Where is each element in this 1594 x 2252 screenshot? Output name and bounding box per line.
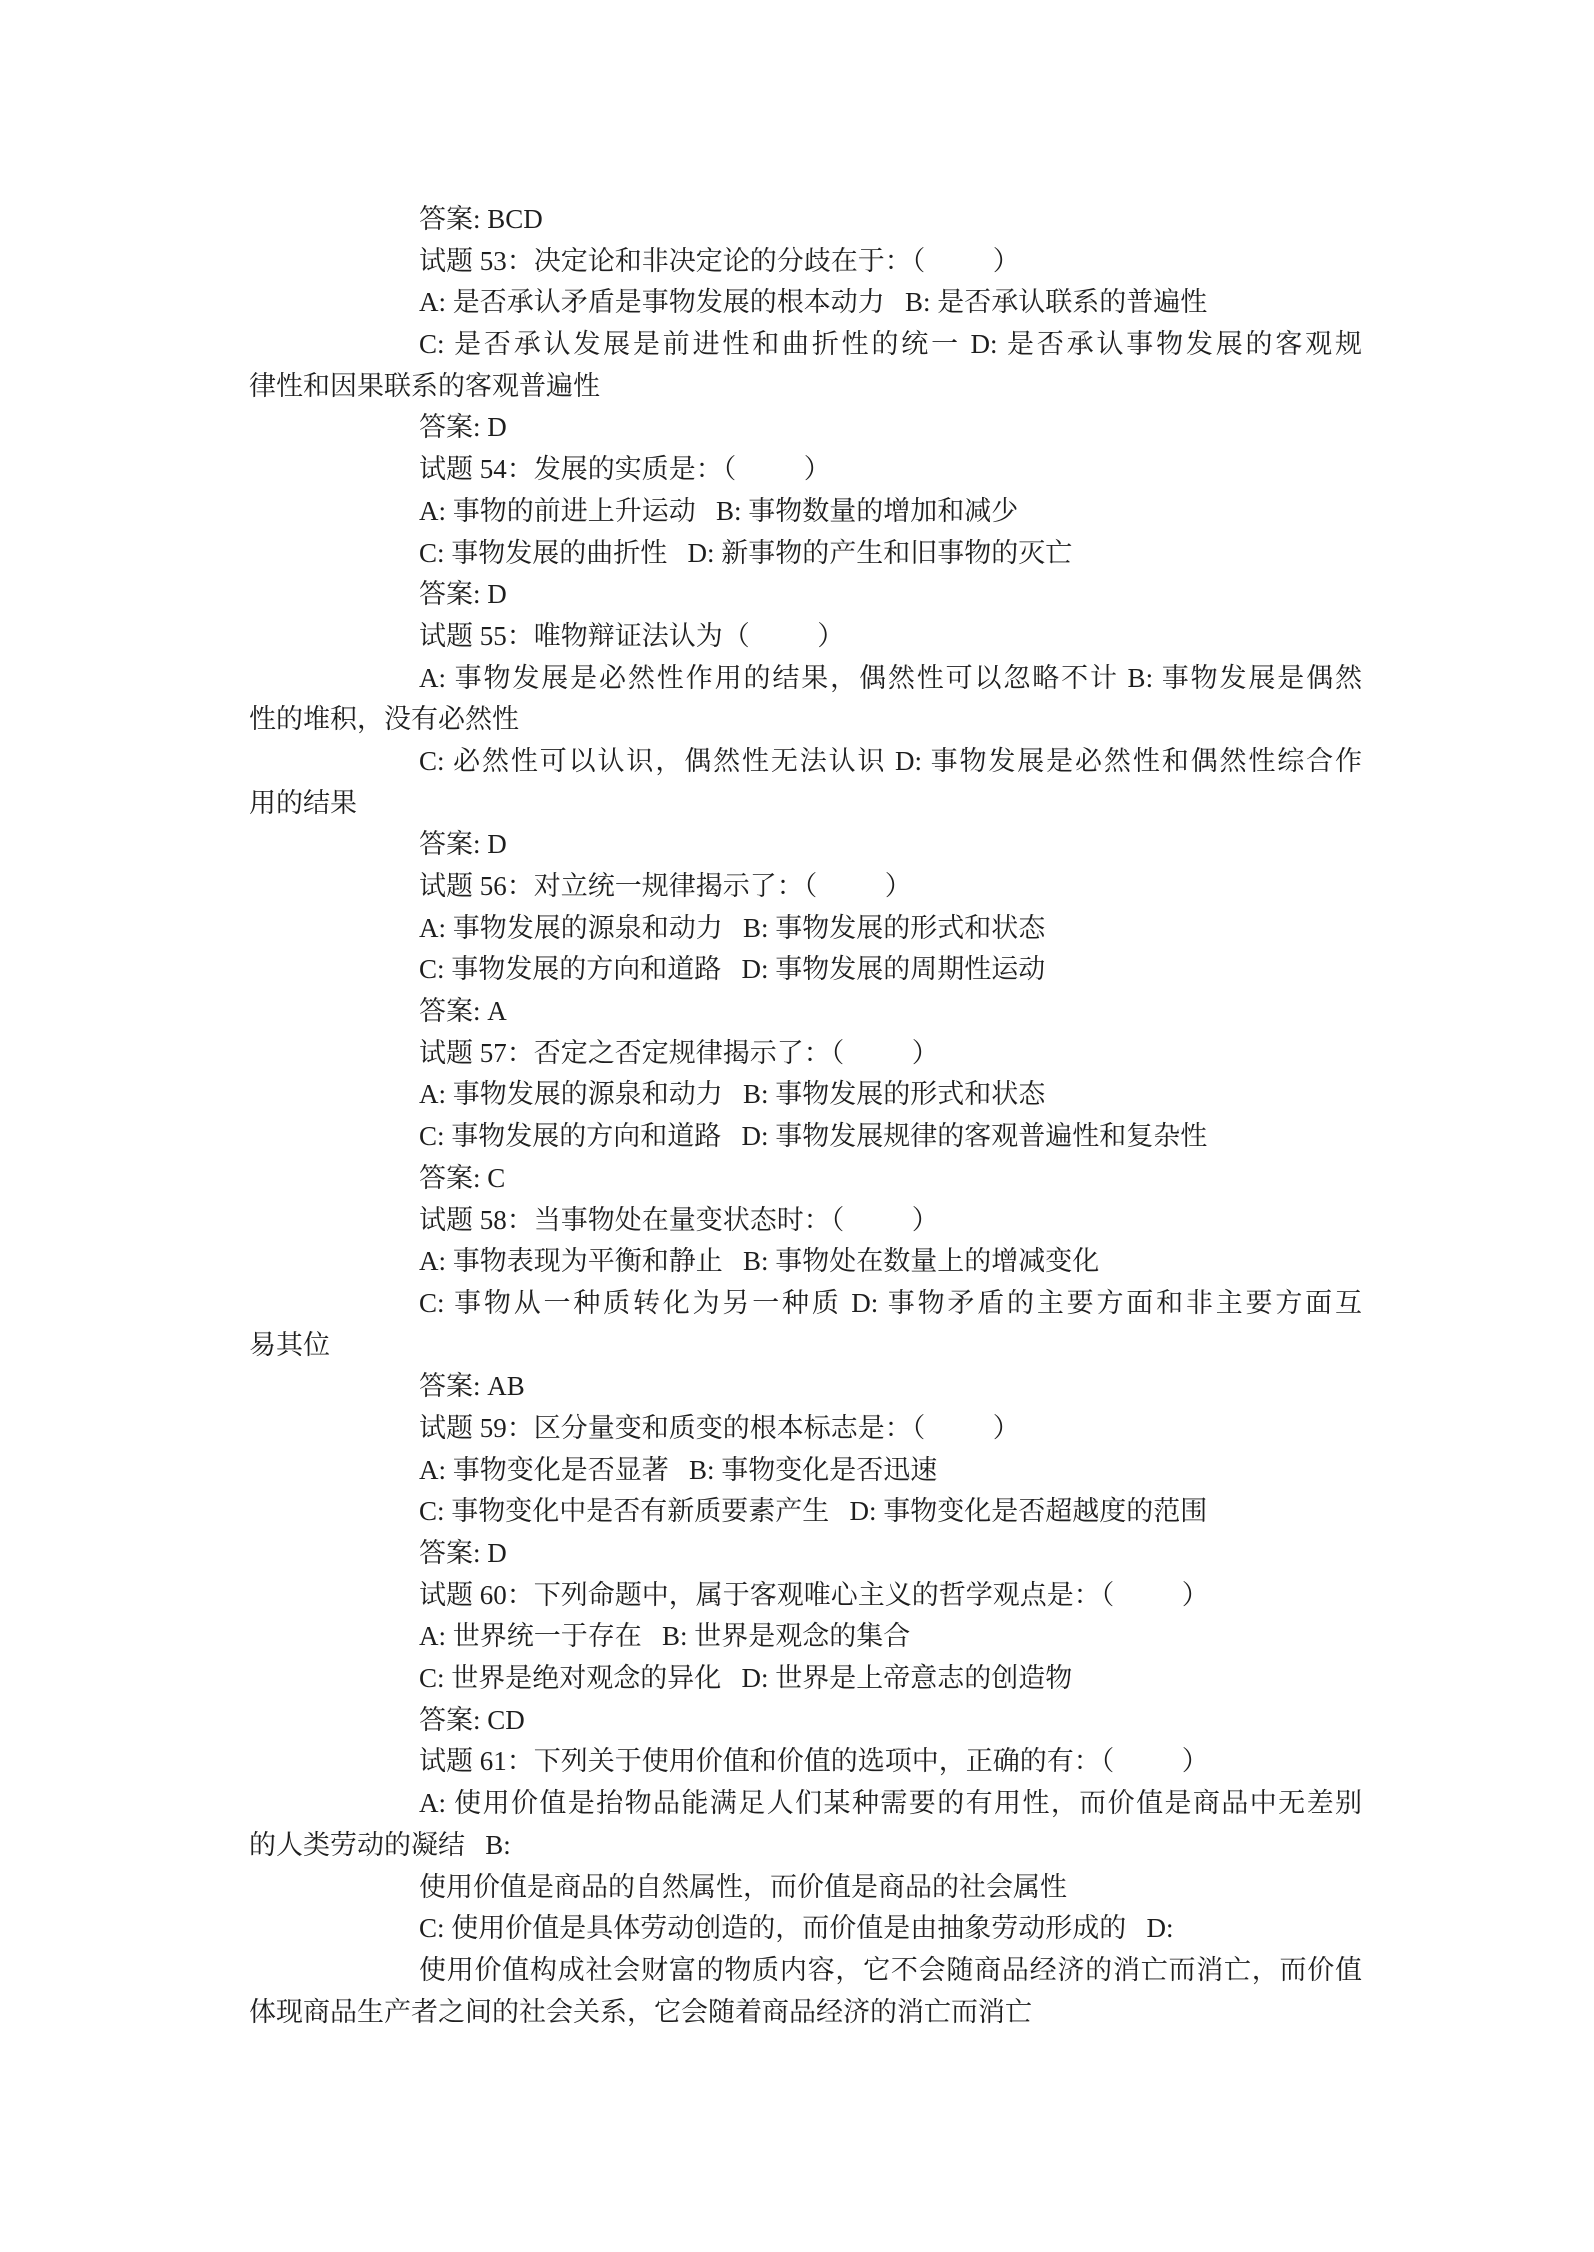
answer-line: 答案: BCD (419, 204, 543, 234)
question-line: 试题 58：当事物处在量变状态时：（ ） (419, 1204, 939, 1235)
text-line: A: 事物的前进上升运动 B: 事物数量的增加和减少 (419, 495, 1019, 526)
text-line: A: 事物变化是否显著 B: 事物变化是否迅速 (419, 1454, 938, 1485)
text-line: C: 必然性可以认识，偶然性无法认识 D: 事物发展是必然性和偶然性综合作 (419, 745, 1362, 776)
text-line: C: 事物发展的曲折性 D: 新事物的产生和旧事物的灭亡 (419, 537, 1073, 568)
answer-line: 答案: C (419, 1162, 506, 1193)
text-line: A: 世界统一于存在 B: 世界是观念的集合 (419, 1621, 911, 1652)
question-line: 试题 54：发展的实质是：（ ） (419, 454, 831, 485)
answer-line: 答案: A (419, 996, 507, 1027)
text-line: C: 事物变化中是否有新质要素产生 D: 事物变化是否超越度的范围 (419, 1496, 1208, 1527)
text-line: A: 事物发展的源泉和动力 B: 事物发展的形式和状态 (419, 912, 1046, 943)
answer-line: 答案: D (419, 829, 507, 860)
text-line: 使用价值是商品的自然属性，而价值是商品的社会属性 (419, 1871, 1067, 1902)
answer-line: 答案: CD (419, 1704, 525, 1735)
text-line: C: 世界是绝对观念的异化 D: 世界是上帝意志的创造物 (419, 1663, 1073, 1694)
question-line: 试题 60：下列命题中，属于客观唯心主义的哲学观点是：（ ） (419, 1579, 1209, 1610)
question-line: 试题 59：区分量变和质变的根本标志是：（ ） (419, 1412, 1020, 1443)
text-line: A: 事物表现为平衡和静止 B: 事物处在数量上的增减变化 (419, 1246, 1100, 1277)
text-line: A: 事物发展的源泉和动力 B: 事物发展的形式和状态 (419, 1079, 1046, 1110)
question-line: 试题 55：唯物辩证法认为（ ） (419, 620, 845, 651)
answer-line: 答案: AB (419, 1371, 525, 1402)
text-line: 的人类劳动的凝结 B: (249, 1829, 511, 1860)
text-line: 易其位 (249, 1329, 330, 1360)
text-line: C: 是否承认发展是前进性和曲折性的统一 D: 是否承认事物发展的客观规 (419, 329, 1362, 360)
text-line: A: 是否承认矛盾是事物发展的根本动力 B: 是否承认联系的普遍性 (419, 287, 1208, 318)
question-line: 试题 56：对立统一规律揭示了：（ ） (419, 871, 912, 901)
text-line: 使用价值构成社会财富的物质内容，它不会随商品经济的消亡而消亡，而价值 (419, 1954, 1362, 1985)
answer-line: 答案: D (419, 412, 507, 443)
text-line: C: 使用价值是具体劳动创造的，而价值是由抽象劳动形成的 D: (419, 1913, 1174, 1944)
text-line: 体现商品生产者之间的社会关系，它会随着商品经济的消亡而消亡 (249, 1996, 1032, 2027)
text-line: 律性和因果联系的客观普遍性 (249, 370, 600, 401)
text-line: A: 使用价值是抬物品能满足人们某种需要的有用性，而价值是商品中无差别 (419, 1788, 1362, 1819)
question-line: 试题 61：下列关于使用价值和价值的选项中，正确的有：（ ） (419, 1746, 1209, 1777)
text-line: 用的结果 (249, 787, 357, 818)
text-line: C: 事物发展的方向和道路 D: 事物发展规律的客观普遍性和复杂性 (419, 1121, 1208, 1152)
text-line: C: 事物从一种质转化为另一种质 D: 事物矛盾的主要方面和非主要方面互 (419, 1287, 1362, 1318)
question-line: 试题 57：否定之否定规律揭示了：（ ） (419, 1037, 939, 1068)
answer-line: 答案: D (419, 579, 507, 610)
text-line: C: 事物发展的方向和道路 D: 事物发展的周期性运动 (419, 954, 1046, 985)
document-body (249, 199, 1362, 2033)
question-line: 试题 53：决定论和非决定论的分歧在于：（ ） (419, 245, 1020, 276)
text-line: 性的堆积，没有必然性 (249, 704, 519, 735)
answer-line: 答案: D (419, 1538, 507, 1568)
text-line: A: 事物发展是必然性作用的结果，偶然性可以忽略不计 B: 事物发展是偶然 (419, 662, 1362, 693)
